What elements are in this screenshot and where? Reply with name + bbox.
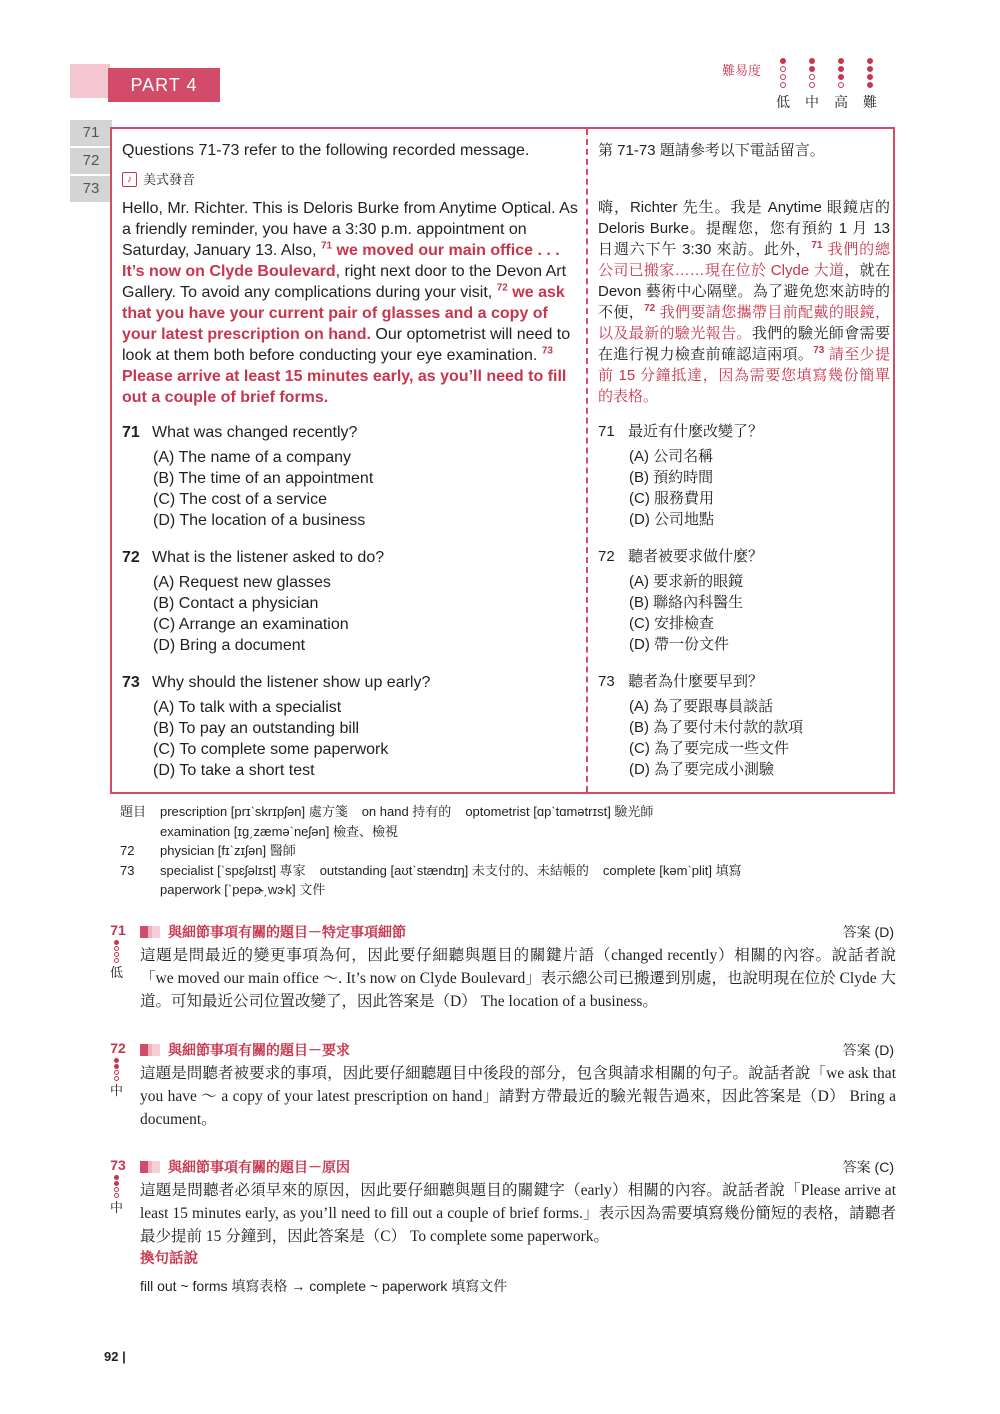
part-badge-shade bbox=[70, 64, 110, 98]
vocabulary-section bbox=[120, 802, 900, 900]
difficulty-level-label: 高 bbox=[834, 94, 848, 110]
difficulty-dot bbox=[114, 940, 119, 945]
accent-row bbox=[122, 169, 582, 190]
difficulty-dots bbox=[802, 58, 822, 88]
vocab-label bbox=[120, 822, 160, 842]
vocab-row bbox=[120, 861, 900, 881]
paraphrase-label: 換句話說 bbox=[140, 1251, 198, 1267]
passage-text-3: Our optometrist will need to look at them both before conducting your eye examination. bbox=[122, 326, 571, 364]
accent-label: 美式發音 bbox=[143, 172, 196, 187]
answer-option: (D) Bring a document bbox=[153, 637, 306, 654]
explanation-difficulty-label: 低 bbox=[110, 965, 124, 980]
vocab-item: physician [fɪˋzɪʃən] 醫師 bbox=[160, 843, 296, 858]
explanation-difficulty-dots bbox=[114, 940, 119, 963]
vocab-item: specialist [ˋspɛʃəlɪst] 專家 bbox=[160, 862, 306, 878]
difficulty-level bbox=[802, 58, 822, 112]
difficulty-dots bbox=[860, 58, 880, 88]
question-72 bbox=[122, 547, 582, 656]
vocab-items bbox=[160, 880, 339, 900]
explanation-72 bbox=[106, 1040, 896, 1140]
question-stem bbox=[598, 671, 890, 692]
question-text: Why should the listener show up early? bbox=[152, 674, 431, 691]
difficulty-dot bbox=[838, 58, 844, 64]
explanation-difficulty-label: 中 bbox=[110, 1200, 124, 1215]
column-divider bbox=[586, 129, 588, 792]
explanation-difficulty-dots bbox=[114, 1175, 119, 1198]
difficulty-dots bbox=[773, 58, 793, 88]
answer-option: (B) Contact a physician bbox=[153, 595, 319, 612]
difficulty-level-label: 低 bbox=[776, 94, 790, 110]
page-number: 92 | bbox=[104, 1349, 126, 1364]
answer-option: (C) 安排檢查 bbox=[629, 615, 714, 632]
question-72 bbox=[598, 546, 890, 655]
answer-option: (C) 服務費用 bbox=[629, 490, 714, 507]
difficulty-dot bbox=[114, 1181, 119, 1186]
question-73 bbox=[598, 671, 890, 780]
question-text: 最近有什麼改變了？ bbox=[628, 423, 764, 440]
explanation-body: 這題是問聽者必須早來的原因，因此要仔細聽與題目的關鍵字（early）相關的內容。說話者說「Please arrive at least 15 minutes early, as you’ll need to fill out a couple of brief forms.」表示因為需要填寫幾份簡短的表格，請聽者最少提前 15 分鐘到，因此答案是（C） To complete some paperwork。 bbox=[140, 1182, 896, 1245]
marker-73: 73 bbox=[541, 345, 553, 357]
question-number: 72 bbox=[122, 549, 140, 566]
answer-option: (C) Arrange an examination bbox=[153, 616, 349, 633]
explanation-text bbox=[140, 1179, 896, 1298]
question-71 bbox=[598, 421, 890, 530]
tab-71: 71 bbox=[70, 120, 112, 146]
difficulty-dot bbox=[780, 74, 786, 80]
vocab-item: optometrist [ɑpˋtɑmətrɪst] 驗光師 bbox=[465, 804, 654, 819]
difficulty-dot bbox=[867, 74, 873, 80]
explanation-heading bbox=[140, 1157, 350, 1177]
zh-passage-text-2: ，就在 Devon 藝術中心隔壁。為了避免您來訪時的不便， bbox=[598, 262, 890, 321]
difficulty-level-label: 中 bbox=[805, 94, 819, 110]
difficulty-dot bbox=[114, 1175, 119, 1180]
difficulty-dots bbox=[831, 58, 851, 88]
english-intro: Questions 71-73 refer to the following recorded message. bbox=[122, 142, 530, 159]
square-light bbox=[148, 1161, 160, 1173]
explanation-title: 與細節事項有關的題目－原因 bbox=[168, 1159, 350, 1175]
english-passage bbox=[122, 198, 582, 408]
explanation-number: 73 bbox=[110, 1157, 126, 1173]
answer-option: (A) Request new glasses bbox=[153, 574, 331, 591]
difficulty-dot bbox=[114, 952, 119, 957]
explanation-heading bbox=[140, 922, 406, 942]
zh-passage-text-1: 嗨，Richter 先生。我是 Anytime 眼鏡店的 Deloris Burke。提醒您，您有預約 1 月 13 日週六下午 3:30 來訪。此外， bbox=[598, 199, 890, 258]
question-stem bbox=[122, 672, 582, 693]
marker-72: 72 bbox=[496, 282, 508, 294]
passage-text-1: Hello, Mr. Richter. This is Deloris Burke from Anytime Optical. As a friendly reminder, you have a 3:30 p.m. appointment on Saturday, January 13. Also, bbox=[122, 200, 578, 259]
vocab-items bbox=[160, 861, 756, 881]
vocab-item: complete [kəmˋplit] 填寫 bbox=[602, 862, 742, 878]
difficulty-level bbox=[831, 58, 851, 112]
difficulty-level bbox=[773, 58, 793, 112]
answer-option: (D) 公司地點 bbox=[629, 511, 714, 528]
question-71 bbox=[122, 422, 582, 531]
english-column bbox=[122, 140, 582, 797]
answer-option: (B) The time of an appointment bbox=[153, 470, 374, 487]
vocab-item: outstanding [aʊtˋstændɪŋ] 未支付的、未結帳的 bbox=[319, 862, 589, 878]
answer-option: (D) The location of a business bbox=[153, 512, 366, 529]
answer-label: 答案 (D) bbox=[842, 924, 894, 940]
vocab-label: 72 bbox=[120, 843, 135, 858]
difficulty-dot bbox=[114, 1070, 119, 1075]
vocab-items bbox=[160, 802, 667, 822]
explanation-difficulty-label: 中 bbox=[110, 1083, 124, 1098]
vocab-row bbox=[120, 880, 900, 900]
zh-marker-71: 71 bbox=[811, 240, 823, 251]
explanation-73 bbox=[106, 1157, 896, 1297]
zh-highlight-71: 我們的總公司已搬家……現在位於 Clyde 大道 bbox=[598, 241, 890, 279]
heading-squares-icon bbox=[140, 1044, 160, 1056]
difficulty-dot bbox=[838, 74, 844, 80]
vocab-item: examination [ɪg͵zæməˋneʃən] 檢查、檢視 bbox=[160, 823, 398, 839]
marker-71: 71 bbox=[320, 240, 333, 252]
vocab-item: on hand 持有的 bbox=[361, 804, 452, 819]
question-text: What was changed recently? bbox=[152, 424, 358, 441]
explanation-text bbox=[140, 944, 896, 1013]
explanation-title: 與細節事項有關的題目－特定事項細節 bbox=[168, 924, 406, 940]
question-text: 聽者為什麼要早到？ bbox=[628, 673, 764, 690]
tab-72: 72 bbox=[70, 148, 112, 174]
difficulty-level bbox=[860, 58, 880, 112]
difficulty-title: 難易度 bbox=[722, 63, 762, 78]
difficulty-dot bbox=[809, 58, 815, 64]
difficulty-dot bbox=[780, 82, 786, 88]
difficulty-level-label: 難 bbox=[863, 94, 877, 110]
answer-label: 答案 (D) bbox=[842, 1042, 894, 1058]
question-number: 72 bbox=[598, 548, 615, 565]
explanation-number: 72 bbox=[110, 1040, 126, 1056]
highlight-73: Please arrive at least 15 minutes early, as you’ll need to fill out a couple of brief forms. bbox=[122, 368, 567, 406]
question-73 bbox=[122, 672, 582, 781]
answer-option: (A) 要求新的眼鏡 bbox=[629, 573, 744, 590]
question-stem bbox=[122, 422, 582, 443]
explanation-heading bbox=[140, 1040, 350, 1060]
zh-passage-text-3: 我們的驗光師會需要在進行視力檢查前確認這兩項。 bbox=[598, 325, 890, 363]
paraphrase-text: fill out ~ forms 填寫表格 → complete ~ paperwork 填寫文件 bbox=[140, 1278, 508, 1294]
answer-option: (D) 為了要完成小測驗 bbox=[629, 761, 774, 778]
chinese-intro: 第 71-73 題請參考以下電話留言。 bbox=[598, 142, 825, 159]
question-stem bbox=[598, 421, 890, 442]
question-stem bbox=[598, 546, 890, 567]
explanation-body: 這題是問聽者被要求的事項，因此要仔細聽題目中後段的部分，包含與請求相關的句子。說話者說「we ask that you have ～ a copy of your latest prescription on hand」請對方帶最近的驗光報告過來，因此答案是（D） Bring a document。 bbox=[140, 1065, 896, 1128]
answer-option: (A) The name of a company bbox=[153, 449, 352, 466]
question-number: 71 bbox=[122, 424, 140, 441]
question-number: 71 bbox=[598, 423, 615, 440]
zh-marker-72: 72 bbox=[644, 303, 656, 314]
question-number: 73 bbox=[122, 674, 140, 691]
vocab-row bbox=[120, 822, 900, 842]
answer-option: (B) 聯絡內科醫生 bbox=[629, 594, 744, 611]
audio-icon: ♪ bbox=[122, 172, 137, 187]
chinese-questions bbox=[598, 421, 890, 780]
vocab-label: 題目 bbox=[120, 804, 147, 819]
vocab-row bbox=[120, 802, 900, 822]
highlight-72: we ask that you have your current pair of glasses and a copy of your latest prescription on hand. bbox=[122, 284, 565, 343]
answer-option: (C) To complete some paperwork bbox=[153, 741, 389, 758]
heading-squares-icon bbox=[140, 1161, 160, 1173]
question-text: 聽者被要求做什麼？ bbox=[628, 548, 764, 565]
difficulty-dot bbox=[838, 82, 844, 88]
heading-squares-icon bbox=[140, 926, 160, 938]
answer-option: (A) 為了要跟專員談話 bbox=[629, 698, 774, 715]
vocab-label: 73 bbox=[120, 862, 135, 878]
square-light bbox=[148, 1044, 160, 1056]
difficulty-dot bbox=[780, 66, 786, 72]
answer-option: (B) To pay an outstanding bill bbox=[153, 720, 360, 737]
answer-label: 答案 (C) bbox=[842, 1159, 894, 1175]
answer-option: (B) 為了要付未付款的款項 bbox=[629, 719, 804, 736]
difficulty-dot bbox=[809, 66, 815, 72]
answer-option: (C) 為了要完成一些文件 bbox=[629, 740, 789, 757]
tab-73: 73 bbox=[70, 176, 112, 202]
difficulty-dot bbox=[114, 1187, 119, 1192]
answer-option: (C) The cost of a service bbox=[153, 491, 327, 508]
explanation-difficulty-dots bbox=[114, 1058, 119, 1081]
part-badge: PART 4 bbox=[108, 68, 220, 102]
difficulty-dot bbox=[809, 82, 815, 88]
zh-marker-73: 73 bbox=[813, 345, 825, 356]
difficulty-dot bbox=[867, 66, 873, 72]
answer-option: (A) 公司名稱 bbox=[629, 448, 714, 465]
square-light bbox=[148, 926, 160, 938]
difficulty-dot bbox=[867, 82, 873, 88]
vocab-item: paperwork [ˋpepɚ͵wɝk] 文件 bbox=[160, 882, 326, 897]
chinese-column bbox=[598, 140, 890, 796]
vocab-items bbox=[160, 822, 412, 842]
zh-highlight-72: 我們要請您攜帶目前配戴的眼鏡，以及最新的驗光報告。 bbox=[598, 304, 890, 342]
question-number: 73 bbox=[598, 673, 615, 690]
question-text: What is the listener asked to do? bbox=[152, 549, 385, 566]
difficulty-dot bbox=[114, 1064, 119, 1069]
highlight-71: we moved our main office . . . It’s now on Clyde Boulevard bbox=[122, 242, 560, 280]
difficulty-dot bbox=[114, 1058, 119, 1063]
chinese-passage bbox=[598, 197, 890, 407]
difficulty-dot bbox=[809, 74, 815, 80]
answer-option: (D) To take a short test bbox=[153, 762, 315, 779]
difficulty-dot bbox=[867, 58, 873, 64]
difficulty-dot bbox=[114, 946, 119, 951]
explanation-body: 這題是問最近的變更事項為何，因此要仔細聽與題目的關鍵片語（changed recently）相關的內容。說話者說「we moved our main office ～. It’s now on Clyde Boulevard」表示總公司已搬遷到別處，也說明現在位於 Clyde 大道。可知最近公司位置改變了，因此答案是（D） The location of a business。 bbox=[140, 947, 896, 1010]
zh-highlight-73: 請至少提前 15 分鐘抵達，因為需要您填寫幾份簡單的表格。 bbox=[598, 346, 890, 405]
vocab-row bbox=[120, 841, 900, 861]
answer-option: (D) 帶一份文件 bbox=[629, 636, 729, 653]
difficulty-dot bbox=[838, 66, 844, 72]
answer-option: (A) To talk with a specialist bbox=[153, 699, 342, 716]
english-questions bbox=[122, 422, 582, 781]
difficulty-dot bbox=[780, 58, 786, 64]
question-stem bbox=[122, 547, 582, 568]
vocab-label bbox=[120, 880, 160, 900]
explanation-title: 與細節事項有關的題目－要求 bbox=[168, 1042, 350, 1058]
explanation-text bbox=[140, 1062, 896, 1131]
explanation-number: 71 bbox=[110, 922, 126, 938]
answer-option: (B) 預約時間 bbox=[629, 469, 714, 486]
explanation-71 bbox=[106, 922, 896, 1022]
passage-text-2: , right next door to the Devon Art Gallery. To avoid any complications during your visit, bbox=[122, 263, 567, 301]
vocab-item: prescription [prɪˋskrɪpʃən] 處方箋 bbox=[160, 804, 348, 819]
vocab-items bbox=[160, 841, 310, 861]
